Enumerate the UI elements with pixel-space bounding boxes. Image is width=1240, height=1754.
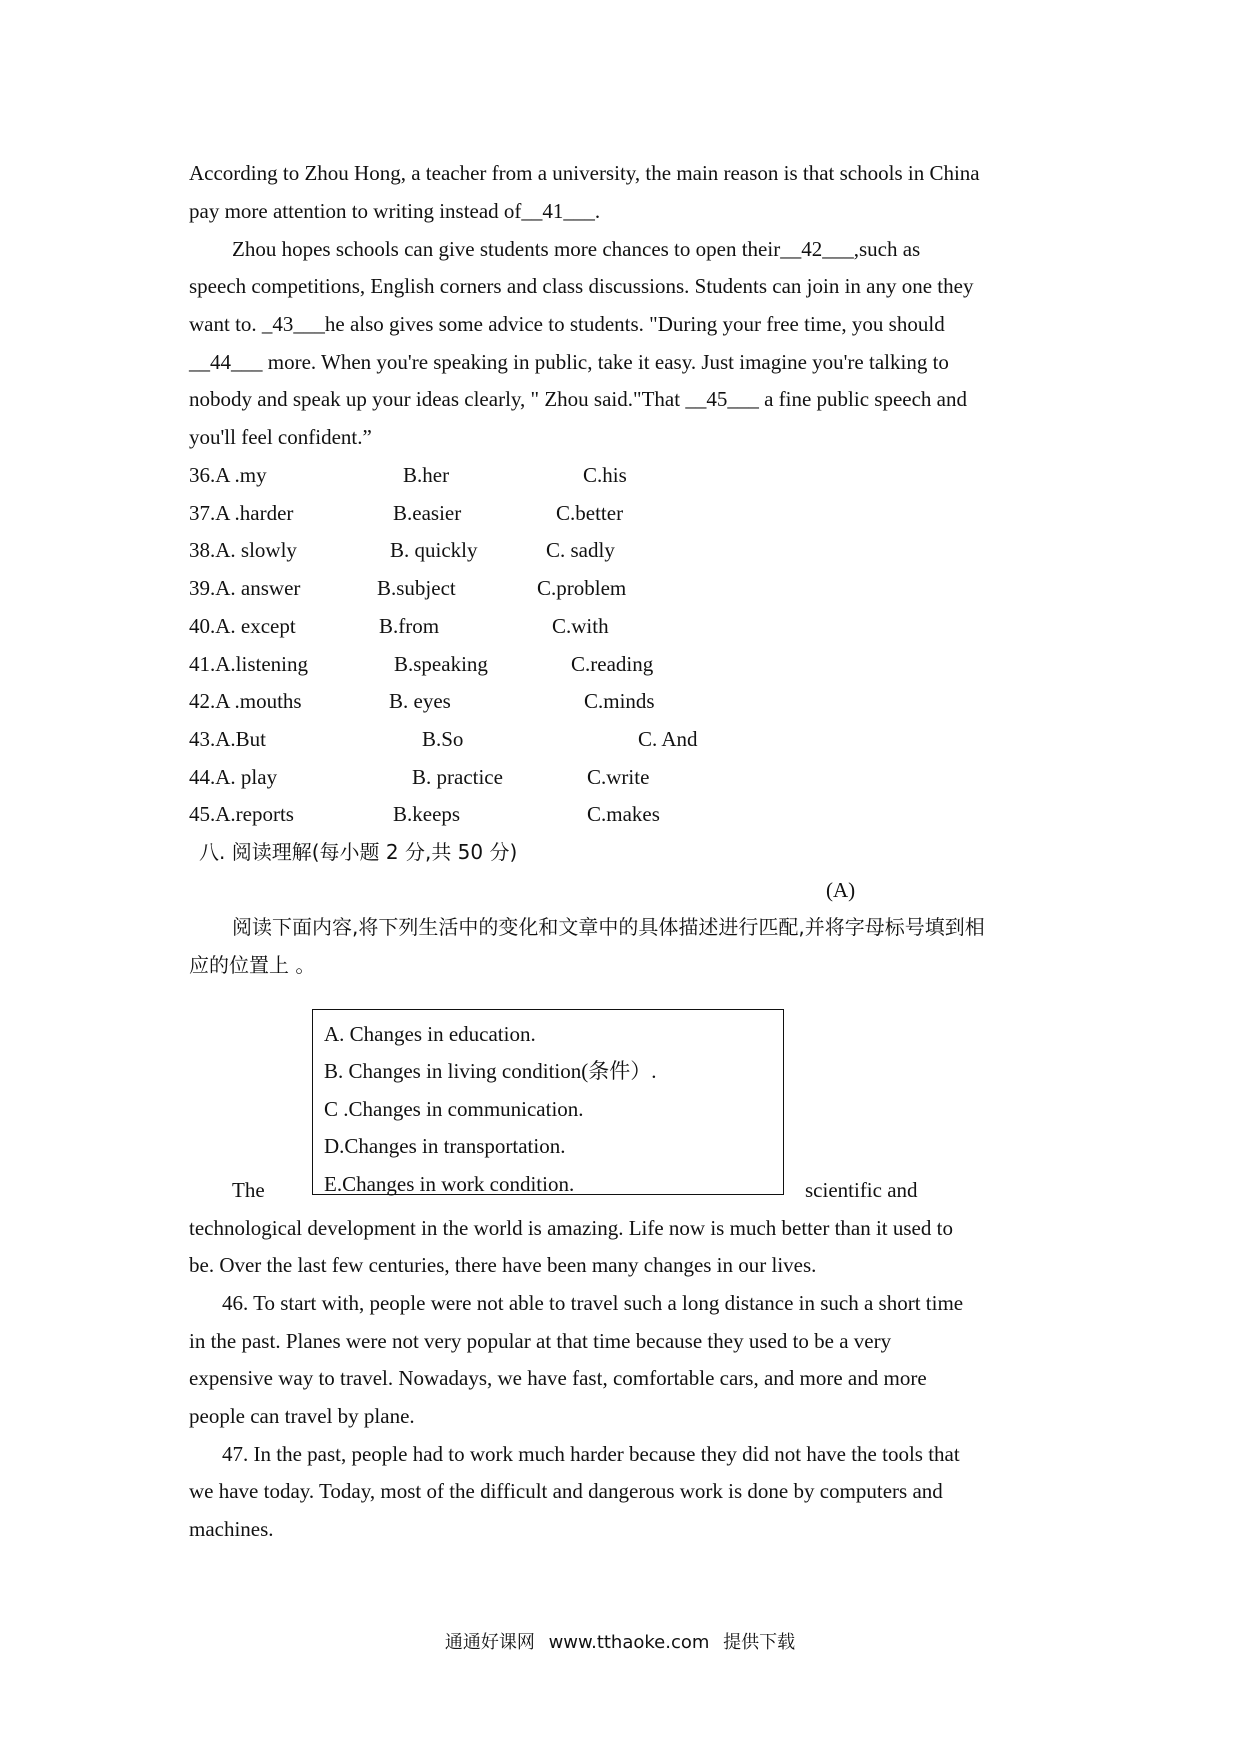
passage-line: 46. To start with, people were not able to travel such a long distance in such a short time (222, 1291, 964, 1315)
option-a: 43.A.But (189, 727, 267, 751)
option-b: B.So (422, 727, 464, 751)
option-a: 42.A .mouths (189, 689, 302, 713)
passage-a-after-box: scientific and (805, 1178, 918, 1202)
instruction-line: 应的位置上 。 (189, 953, 316, 977)
passage-line: expensive way to travel. Nowadays, we have fast, comfortable cars, and more and more (189, 1366, 927, 1390)
option-a: 40.A. except (189, 614, 296, 638)
choice-item: E.Changes in work condition. (324, 1172, 575, 1196)
option-c: C.makes (587, 802, 660, 826)
option-b: B.speaking (394, 652, 488, 676)
passage-line: __44___ more. When you're speaking in public, take it easy. Just imagine you're talking to (189, 350, 949, 374)
section-title: 八. 阅读理解(每小题 2 分,共 50 分) (199, 840, 518, 864)
footer-site-name: 通通好课网 (444, 1632, 535, 1653)
choice-item: B. Changes in living condition(条件）. (324, 1059, 657, 1083)
passage-line: speech competitions, English corners and class discussions. Students can join in any one they (189, 274, 974, 298)
footer-url[interactable]: www.tthaoke.com (548, 1632, 710, 1653)
option-b: B.keeps (393, 802, 461, 826)
option-a: 44.A. play (189, 765, 278, 789)
passage-line: in the past. Planes were not very popular at that time because they used to be a very (189, 1329, 892, 1353)
option-b: B. eyes (389, 689, 451, 713)
option-b: B.subject (377, 576, 456, 600)
passage-line: we have today. Today, most of the difficult and dangerous work is done by computers and (189, 1479, 943, 1503)
option-b: B.from (379, 614, 440, 638)
option-c: C. And (638, 727, 698, 751)
passage-line: technological development in the world is amazing. Life now is much better than it used to (189, 1216, 953, 1240)
passage-a-start: The (232, 1178, 265, 1202)
option-a: 39.A. answer (189, 576, 301, 600)
passage-line: 47. In the past, people had to work much harder because they did not have the tools that (222, 1442, 960, 1466)
option-b: B. quickly (390, 538, 478, 562)
part-label: (A) (826, 878, 856, 902)
option-a: 45.A.reports (189, 802, 294, 826)
option-b: B.easier (393, 501, 462, 525)
option-b: B. practice (412, 765, 503, 789)
choice-item: C .Changes in communication. (324, 1097, 584, 1121)
passage-line: want to. _43___he also gives some advice to students. "During your free time, you should (189, 312, 945, 336)
passage-line: pay more attention to writing instead of__41___. (189, 199, 601, 223)
passage-line: machines. (189, 1517, 274, 1541)
passage-line: Zhou hopes schools can give students more chances to open their__42___,such as (232, 237, 921, 261)
passage-line: be. Over the last few centuries, there have been many changes in our lives. (189, 1253, 817, 1277)
option-a: 37.A .harder (189, 501, 294, 525)
option-c: C.problem (537, 576, 627, 600)
passage-line: people can travel by plane. (189, 1404, 415, 1428)
option-a: 36.A .my (189, 463, 267, 487)
page-footer (0, 1628, 1240, 1654)
passage-line: According to Zhou Hong, a teacher from a university, the main reason is that schools in China (189, 161, 980, 185)
choice-item: D.Changes in transportation. (324, 1134, 566, 1158)
option-c: C. sadly (546, 538, 615, 562)
choices-box (312, 1009, 784, 1195)
choice-item: A. Changes in education. (324, 1022, 536, 1046)
option-b: B.her (403, 463, 450, 487)
option-c: C.better (556, 501, 624, 525)
option-c: C.minds (584, 689, 655, 713)
option-c: C.write (587, 765, 650, 789)
passage-line: you'll feel confident.” (189, 425, 372, 449)
instruction-line: 阅读下面内容,将下列生活中的变化和文章中的具体描述进行匹配,并将字母标号填到相 (232, 915, 985, 939)
option-c: C.his (583, 463, 627, 487)
option-c: C.reading (571, 652, 654, 676)
option-a: 38.A. slowly (189, 538, 297, 562)
passage-line: nobody and speak up your ideas clearly, " Zhou said."That __45___ a fine public speech and (189, 387, 967, 411)
option-c: C.with (552, 614, 609, 638)
option-a: 41.A.listening (189, 652, 308, 676)
footer-suffix: 提供下载 (723, 1632, 796, 1653)
